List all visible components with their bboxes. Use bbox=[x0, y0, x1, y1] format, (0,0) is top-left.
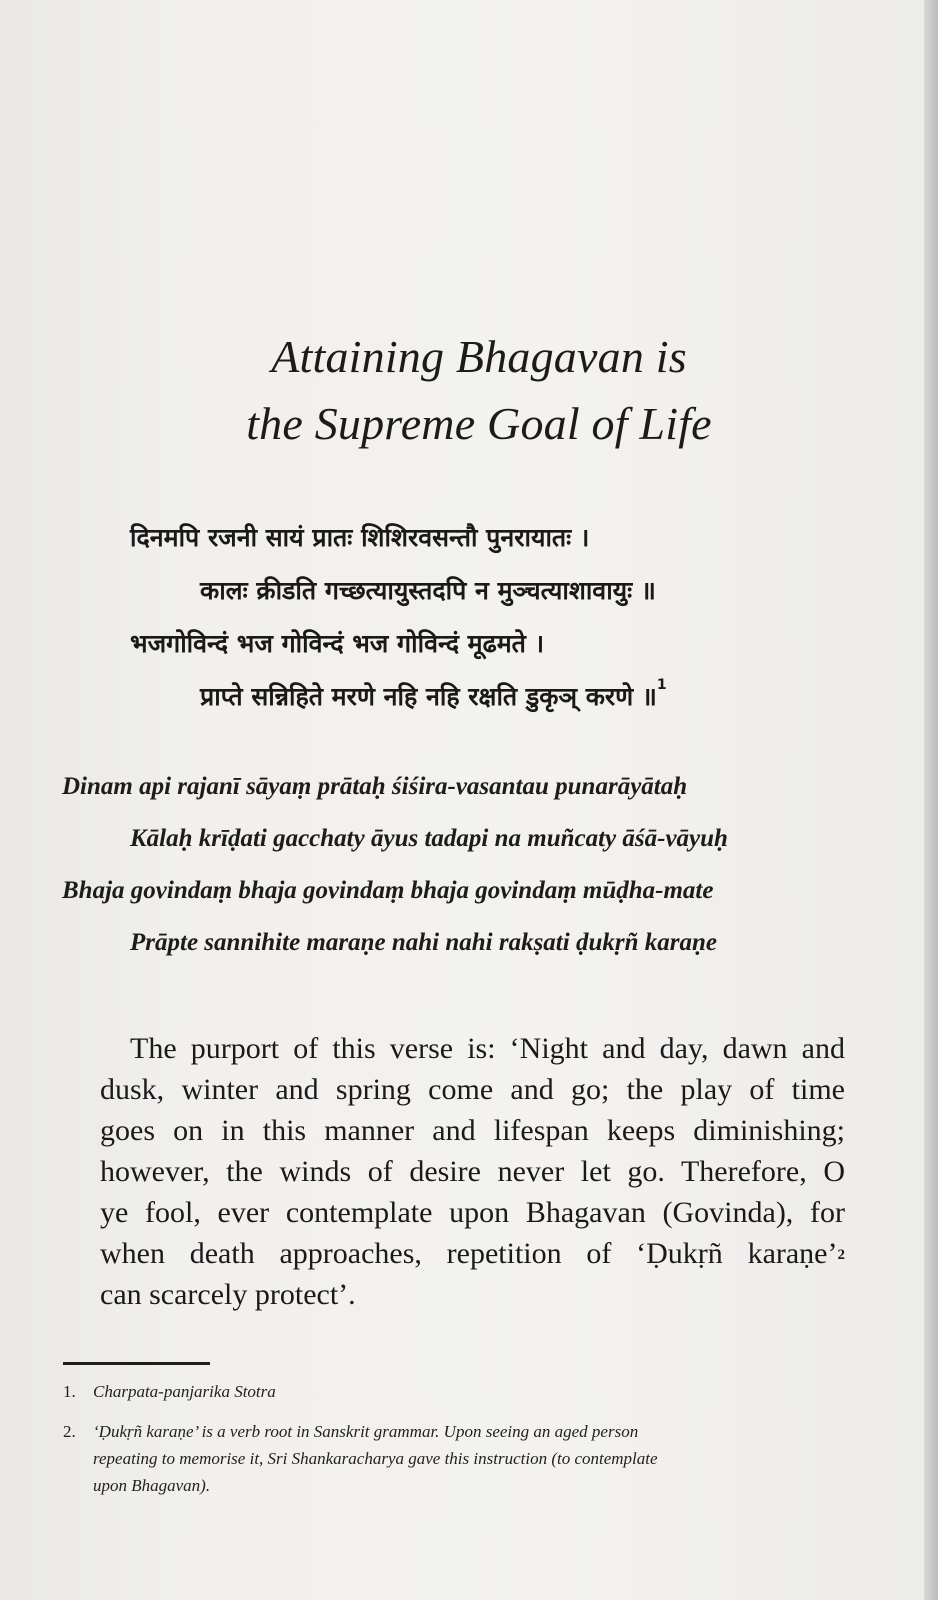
footnote-2-line-1 bbox=[63, 1418, 783, 1445]
purport-line-6-wrap bbox=[100, 1233, 845, 1274]
transliteration-line-1: Dinam api rajanī sāyaṃ prātaḥ śiśira-vasantau punarāyātaḥ bbox=[62, 773, 688, 800]
purport-line-2: dusk, winter and spring come and go; the play of time bbox=[100, 1073, 845, 1106]
purport-line-7: can scarcely protect’. bbox=[100, 1278, 356, 1311]
transliteration-line-3: Bhaja govindaṃ bhaja govindaṃ bhaja govindaṃ mūḍha-mate bbox=[62, 877, 714, 904]
sanskrit-verse-line-1: दिनमपि रजनी सायं प्रातः शिशिरवसन्तौ पुनरायातः । bbox=[130, 523, 590, 552]
sanskrit-verse-line-3: भजगोविन्दं भज गोविन्दं भज गोविन्दं मूढमते । bbox=[130, 629, 545, 658]
chapter-title-line-1: Attaining Bhagavan is bbox=[271, 331, 687, 382]
sanskrit-verse-line-4-text: प्राप्ते सन्निहिते मरणे नहि नहि रक्षति डुकृञ् करणे ॥ bbox=[200, 682, 657, 711]
purport-line-5: ye fool, ever contemplate upon Bhagavan (Govinda), for bbox=[100, 1196, 845, 1229]
footnote-2-line-3: upon Bhagavan). bbox=[93, 1476, 211, 1495]
purport-line-6: when death approaches, repetition of ‘Ḍukṛñ karaṇe’ bbox=[100, 1237, 838, 1270]
footnote-1-text: Charpata-panjarika Stotra bbox=[93, 1382, 276, 1401]
purport-paragraph bbox=[100, 1028, 845, 1315]
footnote-2 bbox=[63, 1418, 783, 1499]
footnote-1 bbox=[63, 1378, 276, 1405]
footnote-1-number: 1. bbox=[63, 1382, 76, 1401]
purport-line-1: The purport of this verse is: ‘Night and day, dawn and bbox=[130, 1032, 845, 1065]
footnote-ref-1: 1 bbox=[656, 677, 667, 693]
footnote-2-line-2: repeating to memorise it, Sri Shankaracharya gave this instruction (to contemplate bbox=[93, 1449, 658, 1468]
sanskrit-verse-line-4 bbox=[200, 679, 667, 713]
footnote-2-line-1-text: ‘Ḍukṛñ karaṇe’ is a verb root in Sanskrit grammar. Upon seeing an aged person bbox=[93, 1422, 639, 1441]
page-edge-shadow bbox=[924, 0, 938, 1600]
footnote-separator bbox=[63, 1362, 210, 1365]
transliteration-line-2: Kālaḥ krīḍati gacchaty āyus tadapi na muñcaty āśā-vāyuḥ bbox=[130, 825, 728, 852]
sanskrit-verse-line-2: कालः क्रीडति गच्छत्यायुस्तदपि न मुञ्चत्याशावायुः ॥ bbox=[200, 576, 656, 605]
footnote-2-number: 2. bbox=[63, 1422, 76, 1441]
transliteration-line-4: Prāpte sannihite maraṇe nahi nahi rakṣati ḍukṛñ karaṇe bbox=[130, 929, 717, 956]
purport-line-3: goes on in this manner and lifespan keeps diminishing; bbox=[100, 1114, 845, 1147]
chapter-title-line-2: the Supreme Goal of Life bbox=[246, 398, 712, 449]
footnote-ref-2: 2 bbox=[837, 1247, 845, 1263]
purport-line-4: however, the winds of desire never let go. Therefore, O bbox=[100, 1155, 845, 1188]
